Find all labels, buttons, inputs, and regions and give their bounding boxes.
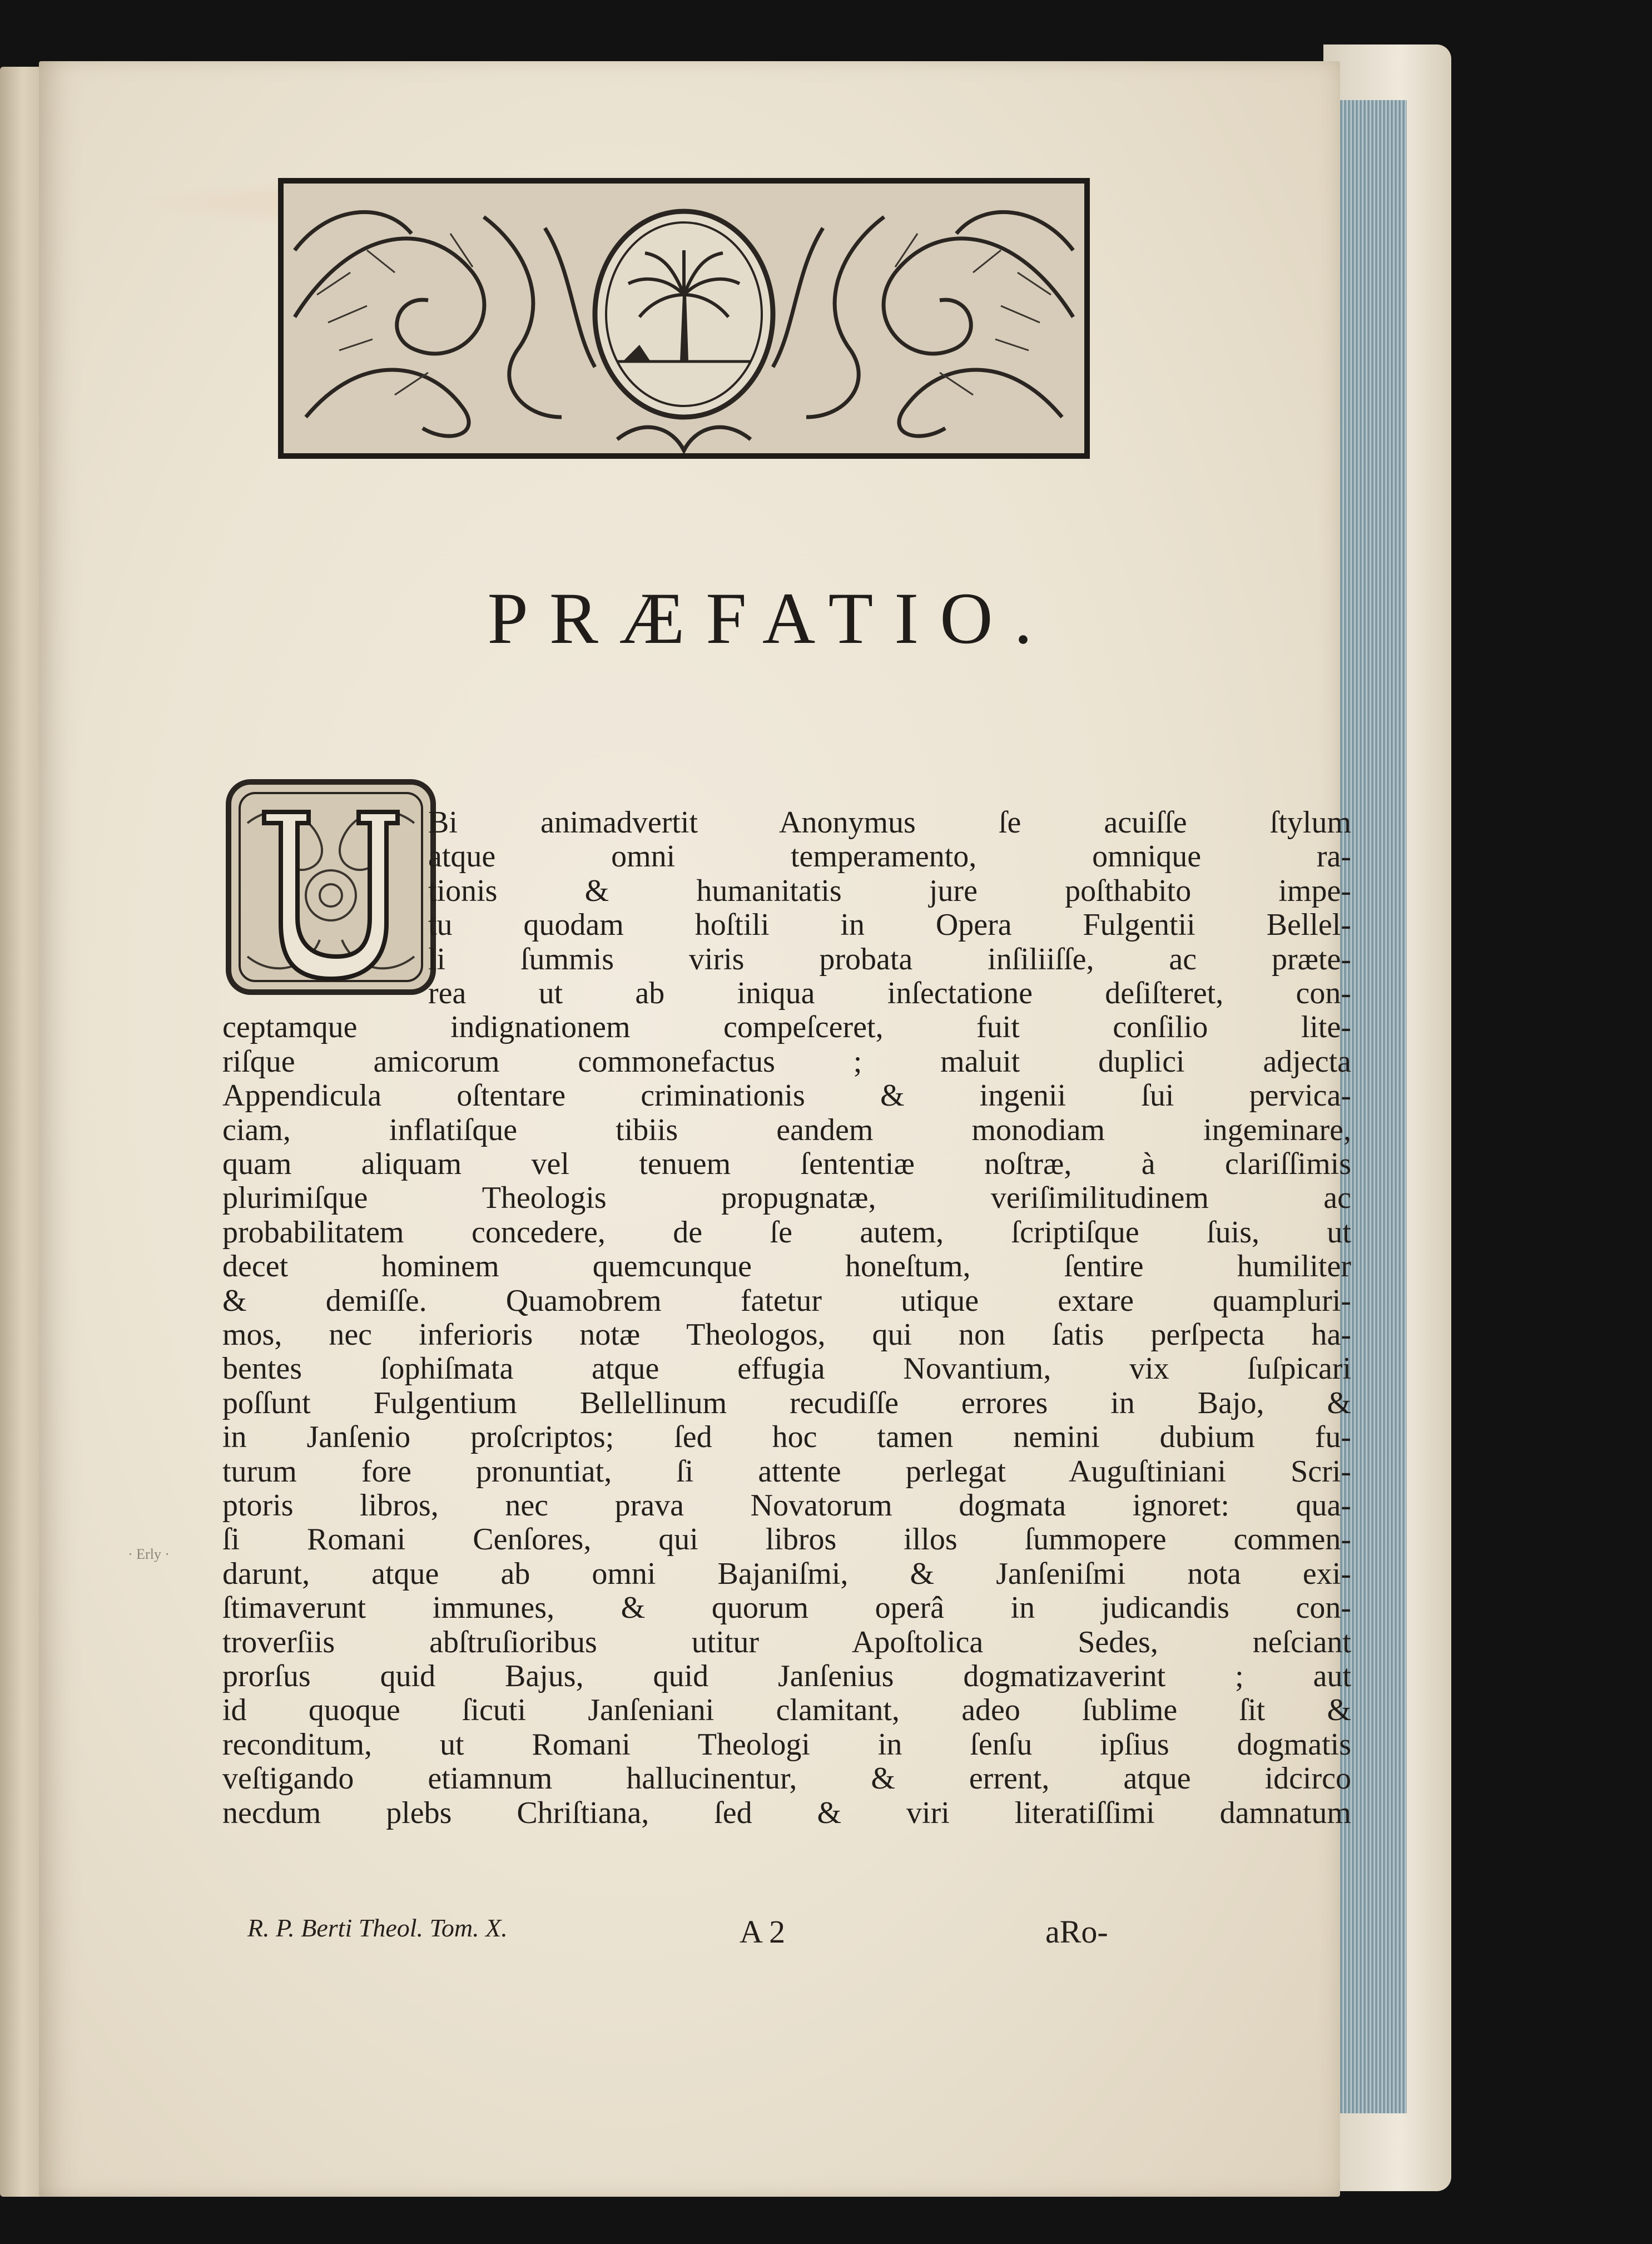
- text-line: ceptamque indignationem compeſceret, fuit conſilio lite-: [222, 1010, 1351, 1045]
- text-line: li ſummis viris probata inſiliiſſe, ac præte-: [428, 942, 1351, 977]
- text-line: ſtimaverunt immunes, & quorum operâ in judicandis con-: [222, 1591, 1351, 1626]
- page-title: PRÆFATIO.: [487, 577, 1054, 659]
- text-line: Appendicula oſtentare criminationis & ingenii ſui pervica-: [222, 1078, 1351, 1113]
- signature-mark: A 2: [740, 1914, 786, 1950]
- text-line: probabilitatem concedere, de ſe autem, ſcriptiſque ſuis, ut: [222, 1215, 1351, 1250]
- text-line: Bi animadvertit Anonymus ſe acuiſſe ſtylum: [428, 805, 1351, 840]
- text-line: decet hominem quemcunque honeſtum, ſentire humiliter: [222, 1249, 1351, 1284]
- text-line: & demiſſe. Quamobrem fatetur utique extare quampluri-: [222, 1283, 1351, 1318]
- catchword: aRo-: [1045, 1914, 1108, 1950]
- text-line: veſtigando etiamnum hallucinentur, & errent, atque idcirco: [222, 1761, 1351, 1796]
- text-line: turum fore pronuntiat, ſi attente perlegat Auguſtiniani Scri-: [222, 1454, 1351, 1489]
- decorated-initial-u: [225, 779, 436, 995]
- text-line: tu quodam hoſtili in Opera Fulgentii Bellel-: [428, 908, 1351, 943]
- signature-note: R. P. Berti Theol. Tom. X.: [247, 1914, 508, 1942]
- text-line: troverſiis abſtruſioribus utitur Apoſtolica Sedes, neſciant: [222, 1624, 1351, 1660]
- text-line: reconditum, ut Romani Theologi in ſenſu ipſius dogmatis: [222, 1727, 1351, 1762]
- text-line: plurimiſque Theologis propugnatæ, veriſimilitudinem ac: [222, 1181, 1351, 1216]
- text-line: id quoque ſicuti Janſeniani clamitant, adeo ſublime ſit &: [222, 1693, 1351, 1728]
- text-line: bentes ſophiſmata atque effugia Novantium, vix ſuſpicari: [222, 1351, 1351, 1386]
- text-line: tionis & humanitatis jure poſthabito impe-: [428, 873, 1351, 908]
- text-line: prorſus quid Bajus, quid Janſenius dogmatizaverint ; aut: [222, 1659, 1351, 1693]
- palm-tree-ornament-icon: [284, 184, 1084, 453]
- text-line: quam aliquam vel tenuem ſententiæ noſtræ, à clariſſimis: [222, 1147, 1351, 1181]
- text-line: mos, nec inferioris notæ Theologos, qui non ſatis perſpecta ha-: [222, 1317, 1351, 1352]
- text-line: riſque amicorum commonefactus ; maluit duplici adjecta: [222, 1044, 1351, 1079]
- headpiece-ornament: [278, 178, 1090, 459]
- text-line: darunt, atque ab omni Bajaniſmi, & Janſeniſmi nota exi-: [222, 1556, 1351, 1591]
- margin-note: · Erly ·: [128, 1546, 170, 1562]
- text-line: atque omni temperamento, omnique ra-: [428, 839, 1351, 874]
- text-line: in Janſenio proſcriptos; ſed hoc tamen nemini dubium fu-: [222, 1420, 1351, 1455]
- text-line: rea ut ab iniqua inſectatione deſiſteret, con-: [428, 976, 1351, 1010]
- text-line: ptoris libros, nec prava Novatorum dogmata ignoret: qua-: [222, 1488, 1351, 1523]
- text-line: necdum plebs Chriſtiana, ſed & viri literatiſſimi damnatum: [222, 1795, 1351, 1830]
- text-line: ciam, inflatiſque tibiis eandem monodiam ingeminare,: [222, 1112, 1351, 1147]
- text-line: ſi Romani Cenſores, qui libros illos ſummopere commen-: [222, 1522, 1351, 1557]
- text-line: poſſunt Fulgentium Bellellinum recudiſſe errores in Bajo, &: [222, 1385, 1351, 1420]
